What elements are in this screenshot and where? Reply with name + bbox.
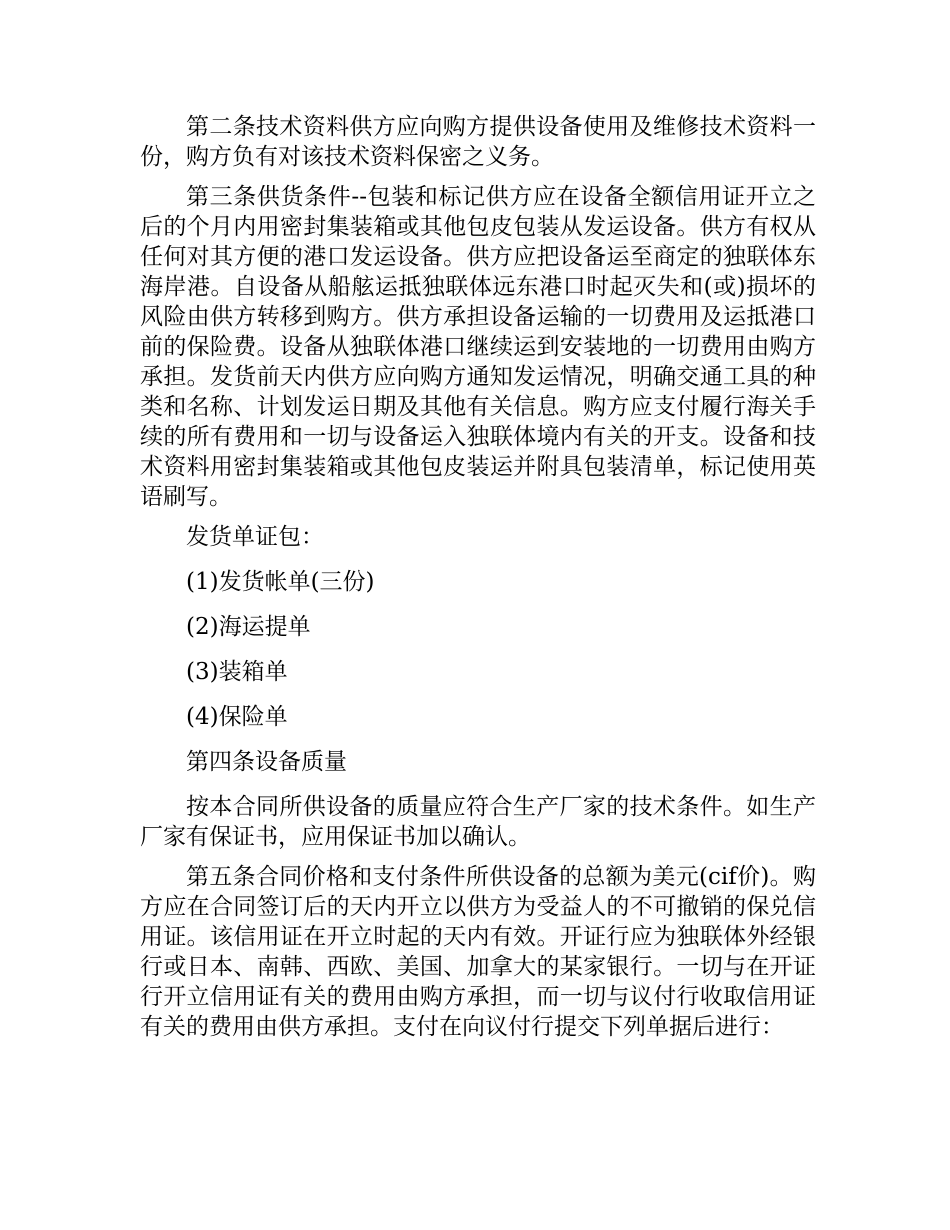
article-4-heading: 第四条设备质量 [186, 749, 347, 775]
list-item-bill-of-lading: (2)海运提单 [186, 614, 311, 640]
article-2-paragraph: 第二条技术资料供方应向购方提供设备使用及维修技术资料一份，购方负有对该技术资料保密之义务。 [140, 114, 816, 170]
document-page [140, 112, 816, 1052]
list-item-insurance-policy: (4)保险单 [186, 704, 288, 730]
article-5-paragraph: 第五条合同价格和支付条件所供设备的总额为美元(cif价)。购方应在合同签订后的天内开立以供方为受益人的不可撤销的保兑信用证。该信用证在开立时起的天内有效。开证行应为独联体外经银行或日本、南韩、西欧、美国、加拿大的某家银行。一切与在开证行开立信用证有关的费用由购方承担，而一切与议付行收取信用证有关的费用由供方承担。支付在向议付行提交下列单据后进行： [140, 864, 816, 1040]
article-4-paragraph: 按本合同所供设备的质量应符合生产厂家的技术条件。如生产厂家有保证书，应用保证书加以确认。 [140, 794, 816, 850]
article-3-paragraph: 第三条供货条件--包装和标记供方应在设备全额信用证开立之后的个月内用密封集装箱或其他包皮包装从发运设备。供方有权从任何对其方便的港口发运设备。供方应把设备运至商定的独联体东海岸港。自设备从船舷运抵独联体远东港口时起灭失和(或)损坏的风险由供方转移到购方。供方承担设备运输的一切费用及运抵港口前的保险费。设备从独联体港口继续运到安装地的一切费用由购方承担。发货前天内供方应向购方通知发运情况，明确交通工具的种类和名称、计划发运日期及其他有关信息。购方应支付履行海关手续的所有费用和一切与设备运入独联体境内有关的开支。设备和技术资料用密封集装箱或其他包皮装运并附具包装清单，标记使用英语刷写。 [140, 184, 816, 510]
list-item-invoice: (1)发货帐单(三份) [186, 569, 375, 595]
shipping-documents-heading: 发货单证包： [186, 524, 324, 550]
list-item-packing-list: (3)装箱单 [186, 659, 288, 685]
